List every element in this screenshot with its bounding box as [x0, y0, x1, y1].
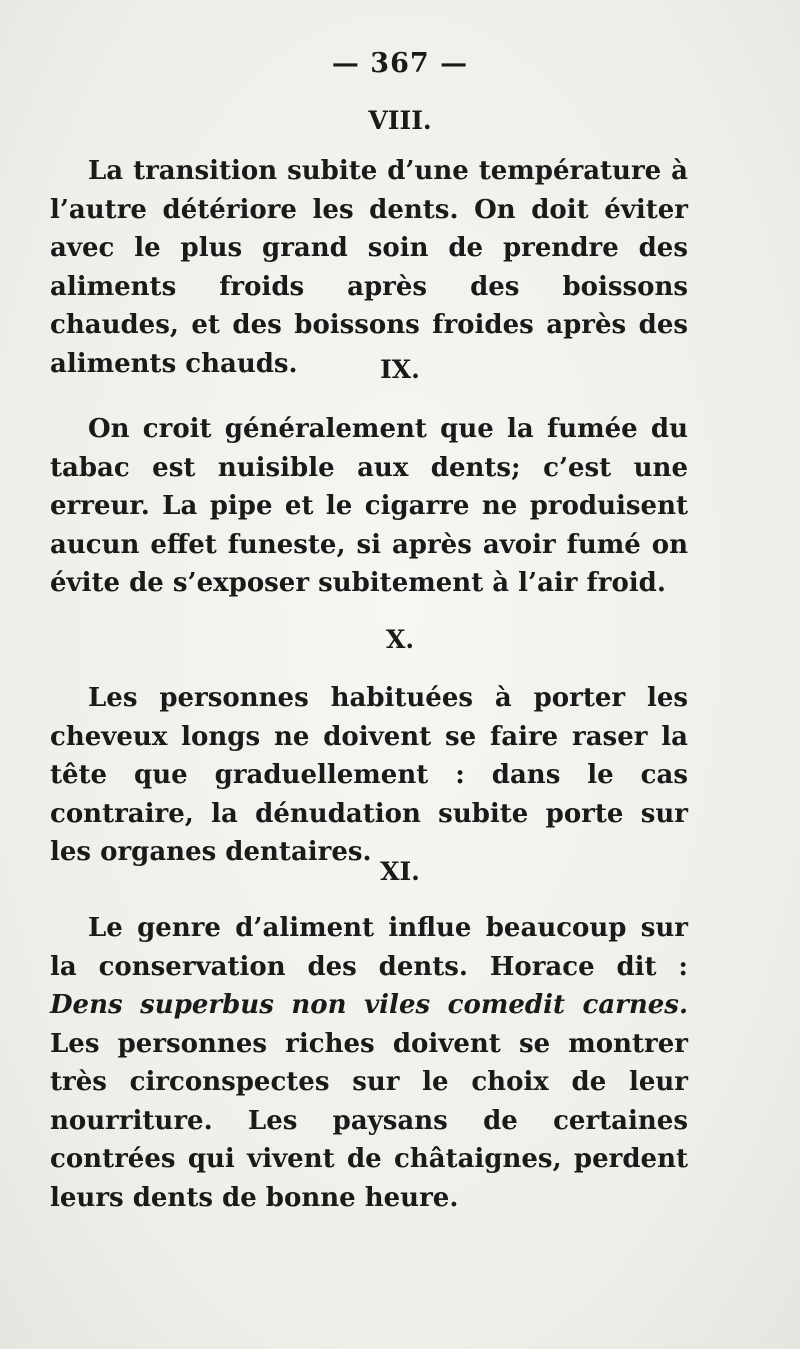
paragraph-text [50, 909, 688, 1217]
latin-quote: Dens superbus non viles comedit carnes. [50, 990, 688, 1020]
section-title-xi: XI. [380, 857, 420, 886]
paragraph-ix [50, 410, 688, 603]
paragraph-text: Les personnes habituées à porter les cheveux longs ne doivent se faire raser la tête que graduellement : dans le cas contraire, la dénudation subite porte sur les organes dentaires. [50, 683, 688, 867]
paragraph-text: On croit généralement que la fumée du tabac est nuisible aux dents; c’est une erreur. La pipe et le cigarre ne produisent aucun effet funeste, si après avoir fumé on évite de s’exposer subitement à l’air froid. [50, 414, 688, 598]
page-number: — 367 — [331, 48, 469, 79]
paragraph-viii [50, 152, 688, 383]
paragraph-text: La transition subite d’une température à l’autre détériore les dents. On doit éviter avec le plus grand soin de prendre des aliments froids après des boissons chaudes, et des boissons froides après des aliments chauds. [50, 156, 688, 379]
text-before: Le genre d’aliment influe beaucoup sur la conservation des dents. Horace dit : [50, 913, 688, 982]
section-title-x: X. [385, 625, 415, 654]
paragraph-xi [50, 909, 688, 1217]
text-after: Les personnes riches doivent se montrer très circonspectes sur le choix de leur nourriture. Les paysans de certaines contrées qui vivent de châtaignes, perdent leurs dents de bonne heure. [50, 1028, 688, 1213]
section-title-ix: IX. [380, 355, 420, 384]
paragraph-x [50, 679, 688, 872]
section-title-viii: VIII. [368, 106, 432, 135]
